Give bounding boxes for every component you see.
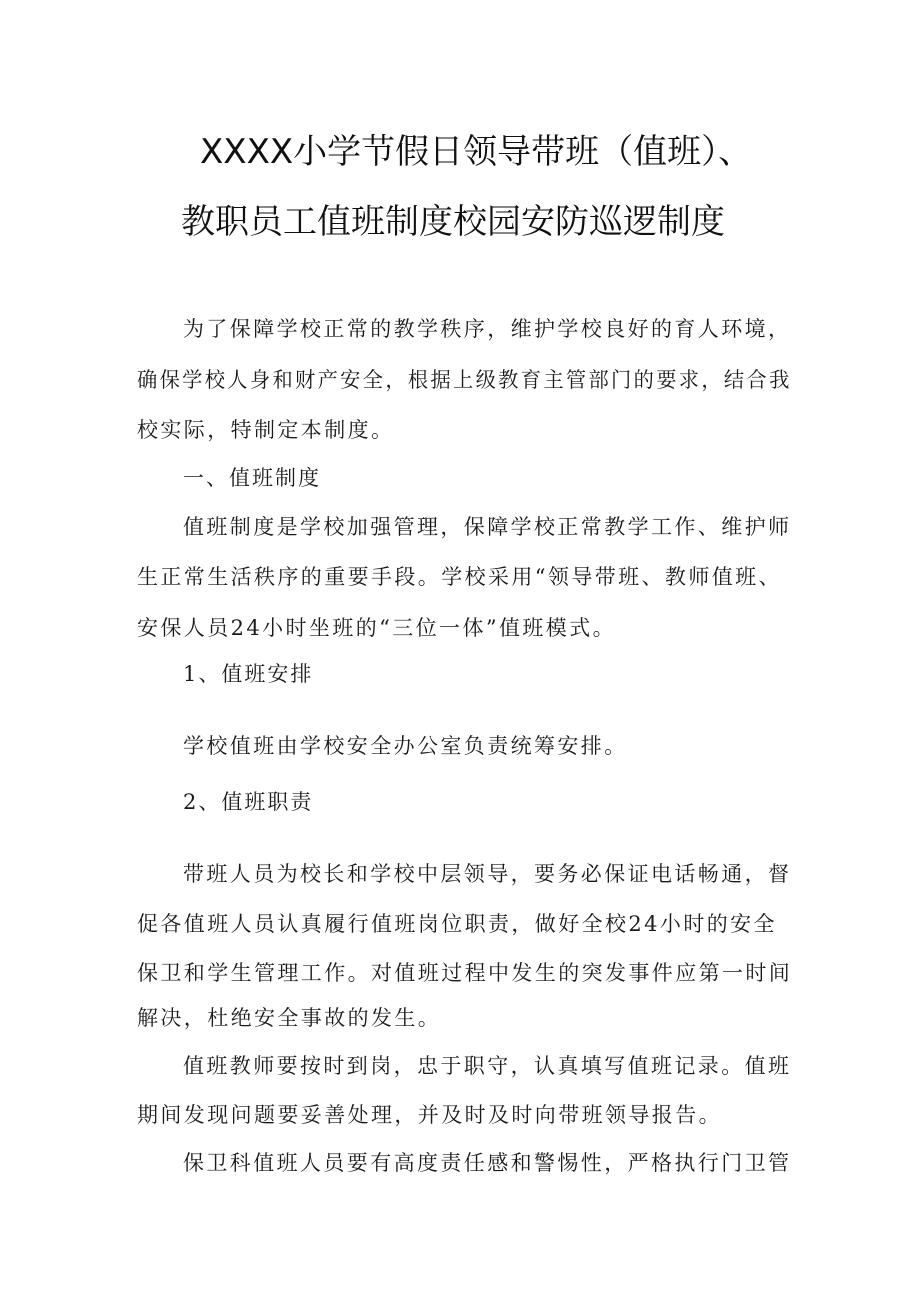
paragraph-line [0,1001,920,1035]
paragraph-line [0,1098,920,1132]
paragraph-line [0,560,920,594]
line-text: 期间发现问题要妥善处理，并及时及时向带班领导报告。 [137,1103,722,1127]
paragraph-line [0,729,920,763]
subsection-heading [0,785,920,819]
line-text: 安保人员24小时坐班的“三位一体”值班模式。 [137,616,616,640]
paragraph-line [0,363,920,397]
paragraph-line [0,857,920,891]
line-text: 确保学校人身和财产安全，根据上级教育主管部门的要求，结合我 [137,368,792,392]
line-text: 生正常生活秩序的重要手段。学校采用“领导带班、教师值班、 [137,565,782,589]
line-text: 保卫和学生管理工作。对值班过程中发生的突发事件应第一时间 [137,961,793,985]
heading-text: 一、值班制度 [183,466,321,490]
line-text: 促各值班人员认真履行值班岗位职责，做好全校24小时的安全 [137,912,777,936]
paragraph-line [0,611,920,645]
subsection-heading [0,657,920,691]
line-text: 校实际，特制定本制度。 [137,418,395,442]
paragraph-line [0,510,920,544]
line-text: 值班教师要按时到岗，忠于职守，认真填写值班记录。值班 [183,1054,792,1078]
paragraph-line [0,956,920,990]
paragraph-line [0,413,920,447]
document-title-line-1: XXXX小学节假日领导带班（值班）、 [200,132,753,172]
line-text: 保卫科值班人员要有高度责任感和警惕性，严格执行门卫管 [183,1151,792,1175]
line-text: 为了保障学校正常的教学秩序，维护学校良好的育人环境， [183,317,792,341]
paragraph-line [0,312,920,346]
line-text: 学校值班由学校安全办公室负责统筹安排。 [183,734,628,758]
heading-text: 2、值班职责 [183,790,314,814]
line-text: 值班制度是学校加强管理，保障学校正常教学工作、维护师 [183,515,792,539]
section-heading [0,461,920,495]
paragraph-line [0,907,920,941]
document-title-line-2: 教职员工值班制度校园安防巡逻制度 [181,202,725,242]
line-text: 带班人员为校长和学校中层领导，要务必保证电话畅通，督 [183,862,792,886]
paragraph-line [0,1049,920,1083]
paragraph-line [0,1146,920,1180]
line-text: 解决，杜绝安全事故的发生。 [137,1006,442,1030]
heading-text: 1、值班安排 [183,662,314,686]
